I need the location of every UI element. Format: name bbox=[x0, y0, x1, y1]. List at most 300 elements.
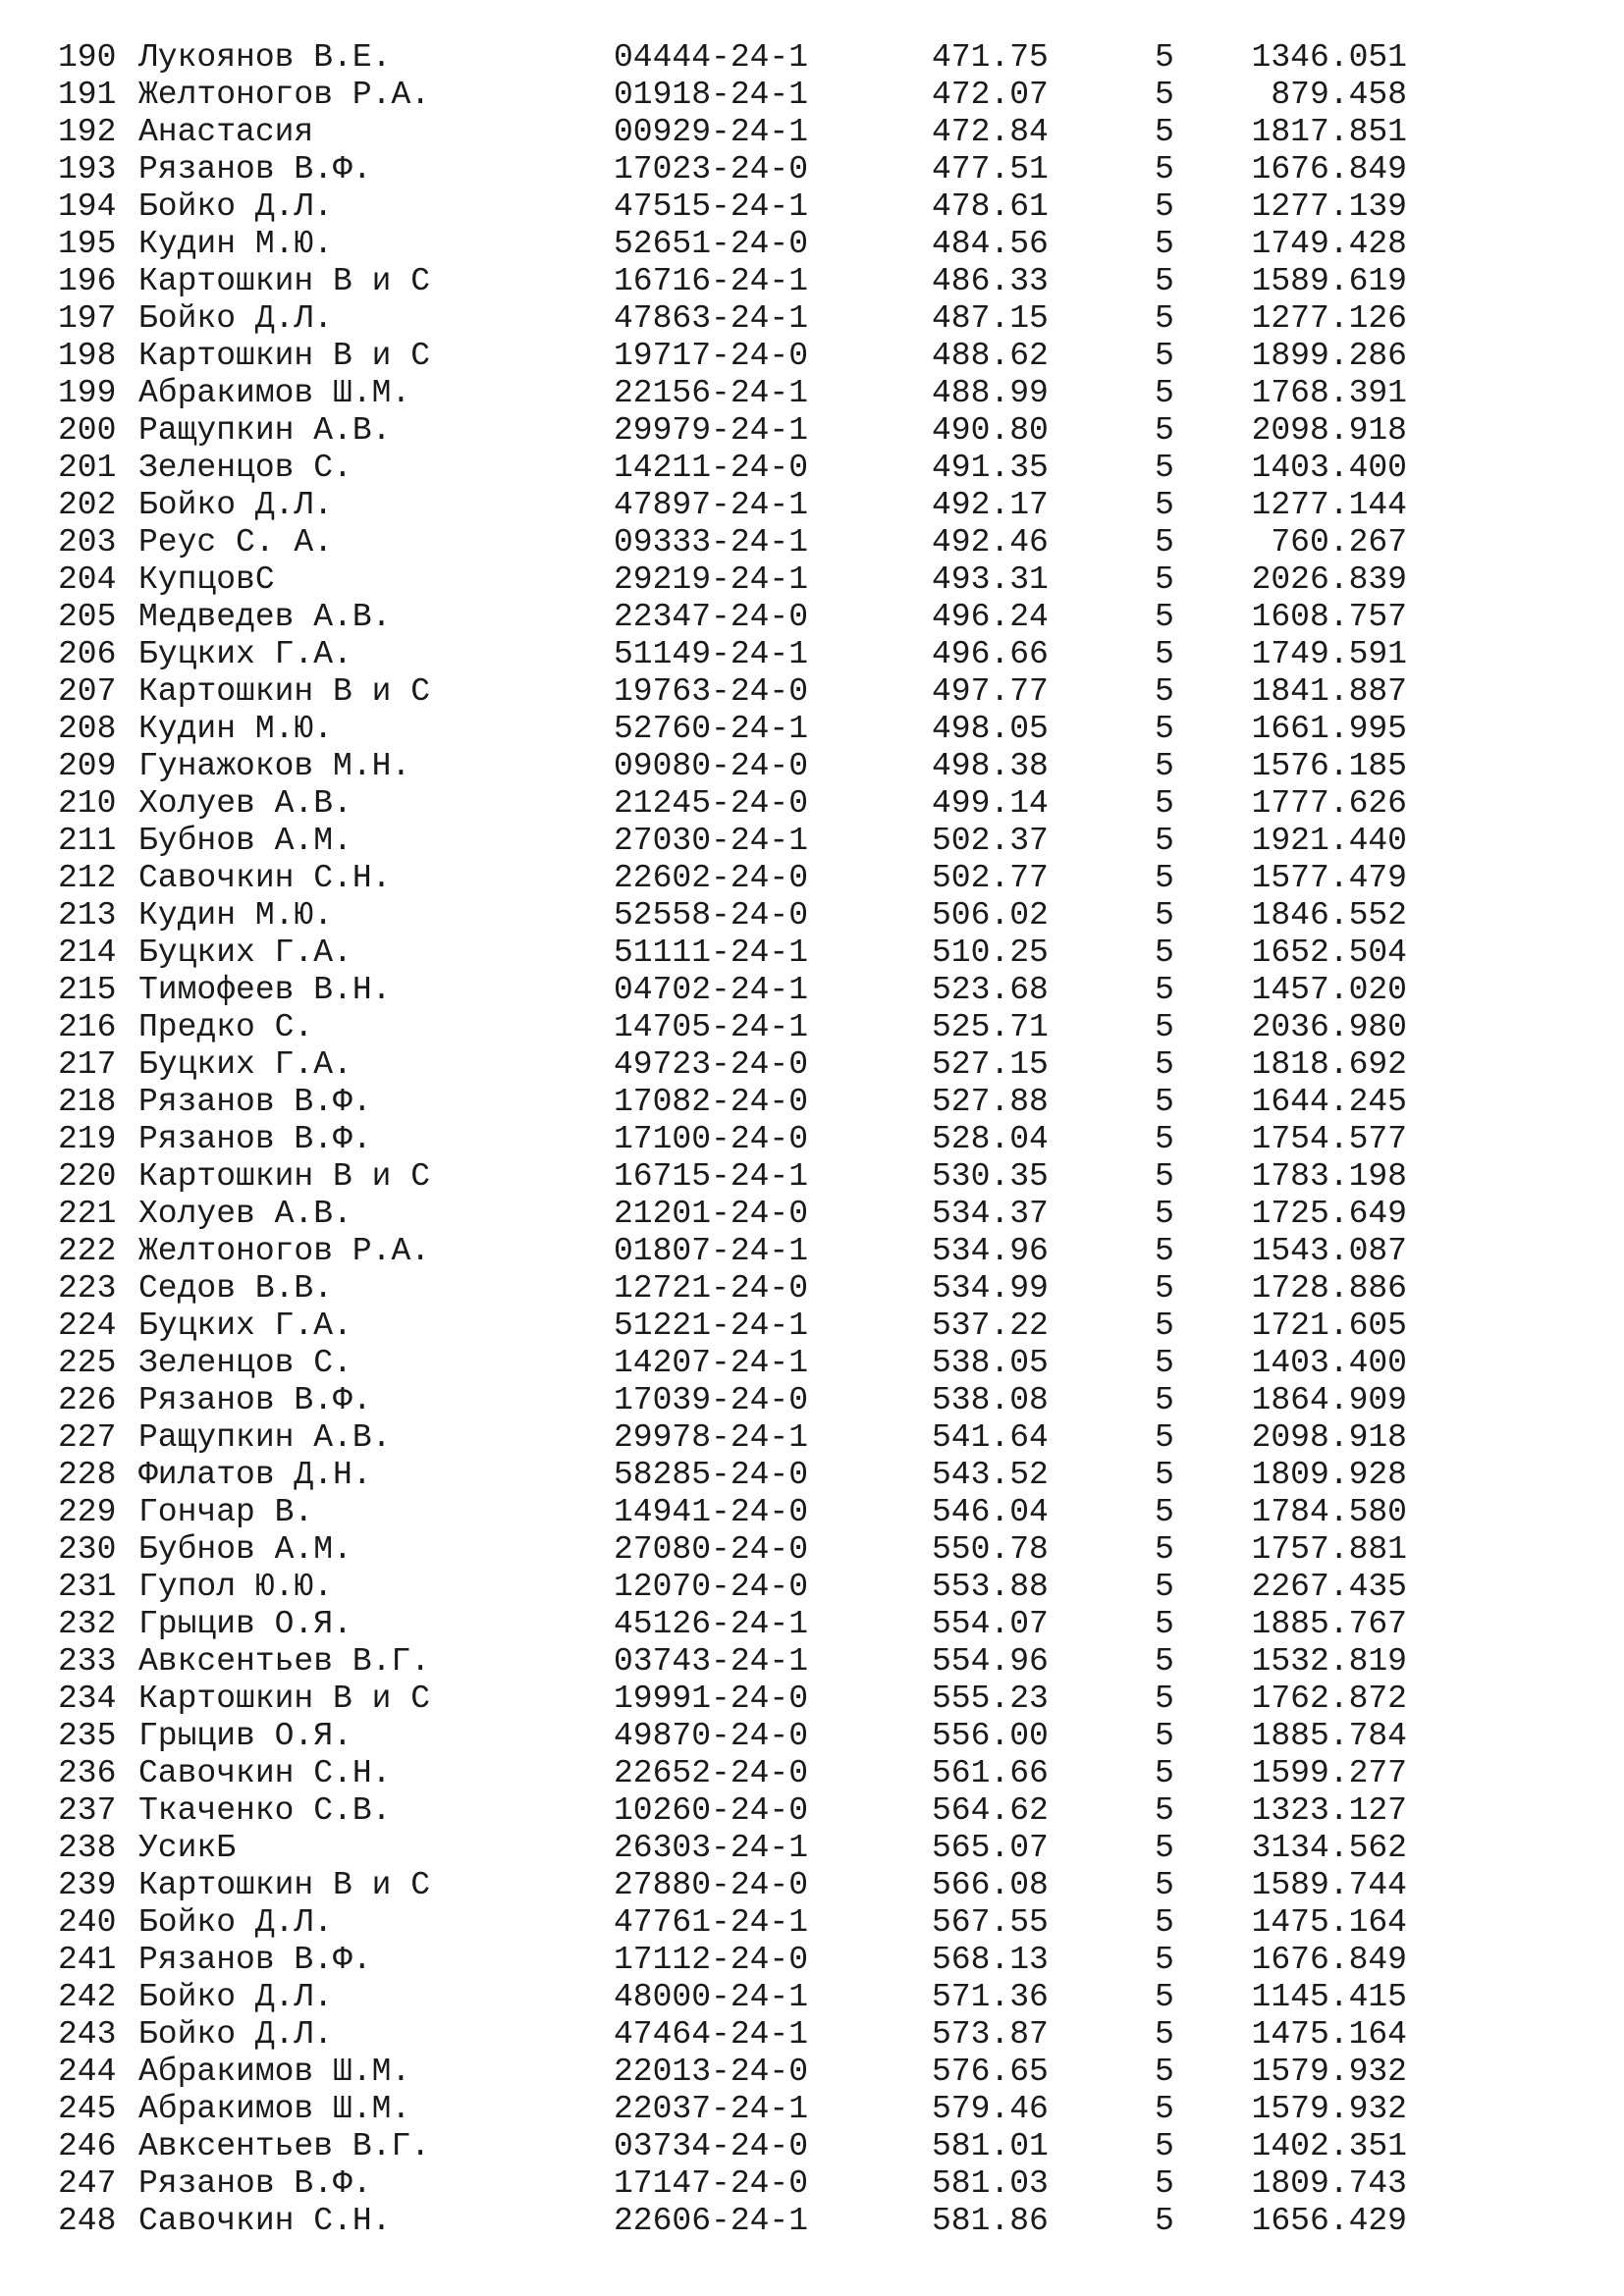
row-number: 240 bbox=[58, 1904, 117, 1941]
participant-name: Гупол Ю.Ю. bbox=[138, 1569, 334, 1605]
result-value: 564.62 bbox=[932, 1792, 1049, 1829]
score-value: 2036.980 bbox=[1251, 1009, 1407, 1045]
row-number: 224 bbox=[58, 1308, 117, 1344]
participant-name: Гунажоков М.Н. bbox=[138, 748, 411, 784]
class-value: 5 bbox=[1155, 860, 1174, 896]
result-value: 502.77 bbox=[932, 860, 1049, 896]
class-value: 5 bbox=[1155, 1158, 1174, 1195]
score-value: 1277.139 bbox=[1251, 188, 1407, 225]
table-row bbox=[58, 77, 1433, 114]
score-value: 1749.591 bbox=[1251, 636, 1407, 672]
result-value: 530.35 bbox=[932, 1158, 1049, 1195]
record-code: 01918-24-1 bbox=[614, 77, 809, 113]
record-code: 52651-24-0 bbox=[614, 226, 809, 262]
score-value: 1768.391 bbox=[1251, 375, 1407, 411]
result-value: 553.88 bbox=[932, 1569, 1049, 1605]
score-value: 1728.886 bbox=[1251, 1270, 1407, 1307]
row-number: 205 bbox=[58, 599, 117, 635]
result-value: 527.15 bbox=[932, 1046, 1049, 1083]
table-row bbox=[58, 823, 1433, 860]
score-value: 2098.918 bbox=[1251, 1419, 1407, 1456]
result-value: 527.88 bbox=[932, 1084, 1049, 1120]
score-value: 1661.995 bbox=[1251, 711, 1407, 747]
row-number: 203 bbox=[58, 524, 117, 561]
class-value: 5 bbox=[1155, 2091, 1174, 2127]
class-value: 5 bbox=[1155, 934, 1174, 971]
record-code: 49870-24-0 bbox=[614, 1718, 809, 1754]
result-value: 579.46 bbox=[932, 2091, 1049, 2127]
result-value: 538.08 bbox=[932, 1382, 1049, 1418]
class-value: 5 bbox=[1155, 1681, 1174, 1717]
row-number: 230 bbox=[58, 1531, 117, 1568]
record-code: 22347-24-0 bbox=[614, 599, 809, 635]
score-value: 1589.619 bbox=[1251, 263, 1407, 299]
result-value: 556.00 bbox=[932, 1718, 1049, 1754]
record-code: 21245-24-0 bbox=[614, 785, 809, 822]
row-number: 193 bbox=[58, 151, 117, 187]
result-value: 534.37 bbox=[932, 1196, 1049, 1232]
class-value: 5 bbox=[1155, 785, 1174, 822]
class-value: 5 bbox=[1155, 300, 1174, 337]
class-value: 5 bbox=[1155, 524, 1174, 561]
row-number: 219 bbox=[58, 1121, 117, 1157]
table-row bbox=[58, 2054, 1433, 2091]
record-code: 29978-24-1 bbox=[614, 1419, 809, 1456]
participant-name: Картошкин В и С bbox=[138, 263, 431, 299]
participant-name: Картошкин В и С bbox=[138, 673, 431, 710]
result-value: 554.07 bbox=[932, 1606, 1049, 1642]
participant-name: Зеленцов С. bbox=[138, 1345, 352, 1381]
class-value: 5 bbox=[1155, 2016, 1174, 2053]
participant-name: Картошкин В и С bbox=[138, 1867, 431, 1903]
class-value: 5 bbox=[1155, 673, 1174, 710]
class-value: 5 bbox=[1155, 1270, 1174, 1307]
table-row bbox=[58, 524, 1433, 561]
row-number: 202 bbox=[58, 487, 117, 523]
class-value: 5 bbox=[1155, 1084, 1174, 1120]
participant-name: Абракимов Ш.М. bbox=[138, 375, 411, 411]
row-number: 231 bbox=[58, 1569, 117, 1605]
record-code: 04702-24-1 bbox=[614, 972, 809, 1008]
table-row bbox=[58, 972, 1433, 1009]
score-value: 2098.918 bbox=[1251, 412, 1407, 449]
class-value: 5 bbox=[1155, 1308, 1174, 1344]
record-code: 22156-24-1 bbox=[614, 375, 809, 411]
class-value: 5 bbox=[1155, 77, 1174, 113]
row-number: 204 bbox=[58, 561, 117, 598]
score-value: 1818.692 bbox=[1251, 1046, 1407, 1083]
participant-name: Реус С. А. bbox=[138, 524, 334, 561]
participant-name: Рязанов В.Ф. bbox=[138, 151, 372, 187]
result-value: 550.78 bbox=[932, 1531, 1049, 1568]
table-row bbox=[58, 2128, 1433, 2165]
record-code: 49723-24-0 bbox=[614, 1046, 809, 1083]
result-value: 472.84 bbox=[932, 114, 1049, 150]
participant-name: Предко С. bbox=[138, 1009, 314, 1045]
class-value: 5 bbox=[1155, 2165, 1174, 2202]
table-row bbox=[58, 2016, 1433, 2054]
result-value: 498.38 bbox=[932, 748, 1049, 784]
table-row bbox=[58, 1270, 1433, 1308]
table-row bbox=[58, 39, 1433, 77]
record-code: 14207-24-1 bbox=[614, 1345, 809, 1381]
result-value: 496.66 bbox=[932, 636, 1049, 672]
record-code: 22602-24-0 bbox=[614, 860, 809, 896]
participant-name: Рязанов В.Ф. bbox=[138, 1942, 372, 1978]
record-code: 16716-24-1 bbox=[614, 263, 809, 299]
score-value: 1809.743 bbox=[1251, 2165, 1407, 2202]
table-row bbox=[58, 226, 1433, 263]
participant-name: Савочкин С.Н. bbox=[138, 860, 392, 896]
class-value: 5 bbox=[1155, 1643, 1174, 1680]
results-listing bbox=[58, 39, 1433, 2240]
record-code: 52760-24-1 bbox=[614, 711, 809, 747]
participant-name: Савочкин С.Н. bbox=[138, 1755, 392, 1791]
participant-name: Ращупкин А.В. bbox=[138, 1419, 392, 1456]
table-row bbox=[58, 934, 1433, 972]
class-value: 5 bbox=[1155, 1457, 1174, 1493]
row-number: 241 bbox=[58, 1942, 117, 1978]
score-value: 1579.932 bbox=[1251, 2054, 1407, 2090]
row-number: 225 bbox=[58, 1345, 117, 1381]
score-value: 1841.887 bbox=[1251, 673, 1407, 710]
participant-name: Желтоногов Р.А. bbox=[138, 77, 431, 113]
row-number: 235 bbox=[58, 1718, 117, 1754]
score-value: 1579.932 bbox=[1251, 2091, 1407, 2127]
class-value: 5 bbox=[1155, 1830, 1174, 1866]
class-value: 5 bbox=[1155, 1009, 1174, 1045]
score-value: 1656.429 bbox=[1251, 2203, 1407, 2239]
table-row bbox=[58, 561, 1433, 599]
table-row bbox=[58, 897, 1433, 934]
result-value: 581.03 bbox=[932, 2165, 1049, 2202]
result-value: 471.75 bbox=[932, 39, 1049, 76]
participant-name: Седов В.В. bbox=[138, 1270, 334, 1307]
result-value: 568.13 bbox=[932, 1942, 1049, 1978]
participant-name: Филатов Д.Н. bbox=[138, 1457, 372, 1493]
row-number: 242 bbox=[58, 1979, 117, 2015]
record-code: 14941-24-0 bbox=[614, 1494, 809, 1530]
participant-name: Абракимов Ш.М. bbox=[138, 2091, 411, 2127]
record-code: 10260-24-0 bbox=[614, 1792, 809, 1829]
record-code: 09080-24-0 bbox=[614, 748, 809, 784]
class-value: 5 bbox=[1155, 450, 1174, 486]
score-value: 1532.819 bbox=[1251, 1643, 1407, 1680]
row-number: 245 bbox=[58, 2091, 117, 2127]
record-code: 14705-24-1 bbox=[614, 1009, 809, 1045]
participant-name: Тимофеев В.Н. bbox=[138, 972, 392, 1008]
record-code: 17100-24-0 bbox=[614, 1121, 809, 1157]
record-code: 45126-24-1 bbox=[614, 1606, 809, 1642]
participant-name: Рязанов В.Ф. bbox=[138, 1121, 372, 1157]
record-code: 22013-24-0 bbox=[614, 2054, 809, 2090]
result-value: 571.36 bbox=[932, 1979, 1049, 2015]
row-number: 217 bbox=[58, 1046, 117, 1083]
result-value: 581.01 bbox=[932, 2128, 1049, 2164]
record-code: 52558-24-0 bbox=[614, 897, 809, 934]
participant-name: Бубнов А.М. bbox=[138, 823, 352, 859]
result-value: 546.04 bbox=[932, 1494, 1049, 1530]
class-value: 5 bbox=[1155, 1233, 1174, 1269]
row-number: 229 bbox=[58, 1494, 117, 1530]
participant-name: Кудин М.Ю. bbox=[138, 711, 334, 747]
row-number: 221 bbox=[58, 1196, 117, 1232]
record-code: 14211-24-0 bbox=[614, 450, 809, 486]
score-value: 1721.605 bbox=[1251, 1308, 1407, 1344]
result-value: 567.55 bbox=[932, 1904, 1049, 1941]
record-code: 17039-24-0 bbox=[614, 1382, 809, 1418]
score-value: 879.458 bbox=[1271, 77, 1407, 113]
class-value: 5 bbox=[1155, 897, 1174, 934]
record-code: 27080-24-0 bbox=[614, 1531, 809, 1568]
class-value: 5 bbox=[1155, 972, 1174, 1008]
table-row bbox=[58, 1718, 1433, 1755]
score-value: 1145.415 bbox=[1251, 1979, 1407, 2015]
table-row bbox=[58, 2203, 1433, 2240]
table-row bbox=[58, 860, 1433, 897]
result-value: 523.68 bbox=[932, 972, 1049, 1008]
result-value: 498.05 bbox=[932, 711, 1049, 747]
table-row bbox=[58, 1345, 1433, 1382]
class-value: 5 bbox=[1155, 711, 1174, 747]
row-number: 228 bbox=[58, 1457, 117, 1493]
class-value: 5 bbox=[1155, 1345, 1174, 1381]
record-code: 47863-24-1 bbox=[614, 300, 809, 337]
participant-name: Рязанов В.Ф. bbox=[138, 1084, 372, 1120]
table-row bbox=[58, 1382, 1433, 1419]
record-code: 12070-24-0 bbox=[614, 1569, 809, 1605]
result-value: 478.61 bbox=[932, 188, 1049, 225]
row-number: 197 bbox=[58, 300, 117, 337]
participant-name: Бойко Д.Л. bbox=[138, 1979, 334, 2015]
participant-name: Бойко Д.Л. bbox=[138, 2016, 334, 2053]
row-number: 220 bbox=[58, 1158, 117, 1195]
row-number: 211 bbox=[58, 823, 117, 859]
row-number: 209 bbox=[58, 748, 117, 784]
result-value: 510.25 bbox=[932, 934, 1049, 971]
result-value: 581.86 bbox=[932, 2203, 1049, 2239]
class-value: 5 bbox=[1155, 1755, 1174, 1791]
row-number: 244 bbox=[58, 2054, 117, 2090]
score-value: 1777.626 bbox=[1251, 785, 1407, 822]
participant-name: Зеленцов С. bbox=[138, 450, 352, 486]
result-value: 486.33 bbox=[932, 263, 1049, 299]
table-row bbox=[58, 1457, 1433, 1494]
record-code: 27030-24-1 bbox=[614, 823, 809, 859]
score-value: 1577.479 bbox=[1251, 860, 1407, 896]
score-value: 1676.849 bbox=[1251, 151, 1407, 187]
class-value: 5 bbox=[1155, 1606, 1174, 1642]
score-value: 1783.198 bbox=[1251, 1158, 1407, 1195]
table-row bbox=[58, 1158, 1433, 1196]
score-value: 1599.277 bbox=[1251, 1755, 1407, 1791]
record-code: 27880-24-0 bbox=[614, 1867, 809, 1903]
record-code: 19763-24-0 bbox=[614, 673, 809, 710]
score-value: 1757.881 bbox=[1251, 1531, 1407, 1568]
score-value: 1457.020 bbox=[1251, 972, 1407, 1008]
result-value: 566.08 bbox=[932, 1867, 1049, 1903]
row-number: 210 bbox=[58, 785, 117, 822]
record-code: 22037-24-1 bbox=[614, 2091, 809, 2127]
participant-name: Кудин М.Ю. bbox=[138, 897, 334, 934]
class-value: 5 bbox=[1155, 1196, 1174, 1232]
result-value: 534.96 bbox=[932, 1233, 1049, 1269]
row-number: 201 bbox=[58, 450, 117, 486]
row-number: 227 bbox=[58, 1419, 117, 1456]
class-value: 5 bbox=[1155, 748, 1174, 784]
participant-name: Авксентьев В.Г. bbox=[138, 2128, 431, 2164]
record-code: 03743-24-1 bbox=[614, 1643, 809, 1680]
participant-name: УсикБ bbox=[138, 1830, 237, 1866]
score-value: 1899.286 bbox=[1251, 338, 1407, 374]
row-number: 212 bbox=[58, 860, 117, 896]
row-number: 190 bbox=[58, 39, 117, 76]
participant-name: Бойко Д.Л. bbox=[138, 1904, 334, 1941]
result-value: 477.51 bbox=[932, 151, 1049, 187]
score-value: 1323.127 bbox=[1251, 1792, 1407, 1829]
participant-name: Рязанов В.Ф. bbox=[138, 2165, 372, 2202]
record-code: 47515-24-1 bbox=[614, 188, 809, 225]
participant-name: Грыцив О.Я. bbox=[138, 1718, 352, 1754]
score-value: 1277.144 bbox=[1251, 487, 1407, 523]
table-row bbox=[58, 2165, 1433, 2203]
class-value: 5 bbox=[1155, 2128, 1174, 2164]
result-value: 525.71 bbox=[932, 1009, 1049, 1045]
row-number: 207 bbox=[58, 673, 117, 710]
result-value: 573.87 bbox=[932, 2016, 1049, 2053]
score-value: 1749.428 bbox=[1251, 226, 1407, 262]
result-value: 541.64 bbox=[932, 1419, 1049, 1456]
participant-name: Абракимов Ш.М. bbox=[138, 2054, 411, 2090]
record-code: 17023-24-0 bbox=[614, 151, 809, 187]
table-row bbox=[58, 1830, 1433, 1867]
table-row bbox=[58, 151, 1433, 188]
participant-name: Анастасия bbox=[138, 114, 314, 150]
participant-name: Ткаченко С.В. bbox=[138, 1792, 392, 1829]
score-value: 1762.872 bbox=[1251, 1681, 1407, 1717]
result-value: 488.99 bbox=[932, 375, 1049, 411]
score-value: 1403.400 bbox=[1251, 1345, 1407, 1381]
result-value: 537.22 bbox=[932, 1308, 1049, 1344]
score-value: 1864.909 bbox=[1251, 1382, 1407, 1418]
record-code: 17082-24-0 bbox=[614, 1084, 809, 1120]
result-value: 484.56 bbox=[932, 226, 1049, 262]
row-number: 198 bbox=[58, 338, 117, 374]
result-value: 492.46 bbox=[932, 524, 1049, 561]
row-number: 247 bbox=[58, 2165, 117, 2202]
class-value: 5 bbox=[1155, 599, 1174, 635]
class-value: 5 bbox=[1155, 338, 1174, 374]
table-row bbox=[58, 1308, 1433, 1345]
table-row bbox=[58, 636, 1433, 673]
class-value: 5 bbox=[1155, 2203, 1174, 2239]
table-row bbox=[58, 1196, 1433, 1233]
class-value: 5 bbox=[1155, 487, 1174, 523]
table-row bbox=[58, 1942, 1433, 1979]
table-row bbox=[58, 1569, 1433, 1606]
participant-name: Буцких Г.А. bbox=[138, 934, 352, 971]
participant-name: КупцовС bbox=[138, 561, 275, 598]
row-number: 223 bbox=[58, 1270, 117, 1307]
participant-name: Картошкин В и С bbox=[138, 1681, 431, 1717]
result-value: 555.23 bbox=[932, 1681, 1049, 1717]
score-value: 1921.440 bbox=[1251, 823, 1407, 859]
record-code: 47464-24-1 bbox=[614, 2016, 809, 2053]
result-value: 538.05 bbox=[932, 1345, 1049, 1381]
table-row bbox=[58, 375, 1433, 412]
class-value: 5 bbox=[1155, 1046, 1174, 1083]
score-value: 1403.400 bbox=[1251, 450, 1407, 486]
participant-name: Медведев А.В. bbox=[138, 599, 392, 635]
row-number: 234 bbox=[58, 1681, 117, 1717]
row-number: 214 bbox=[58, 934, 117, 971]
row-number: 248 bbox=[58, 2203, 117, 2239]
class-value: 5 bbox=[1155, 1867, 1174, 1903]
row-number: 195 bbox=[58, 226, 117, 262]
participant-name: Гончар В. bbox=[138, 1494, 314, 1530]
score-value: 1346.051 bbox=[1251, 39, 1407, 76]
score-value: 1277.126 bbox=[1251, 300, 1407, 337]
result-value: 561.66 bbox=[932, 1755, 1049, 1791]
class-value: 5 bbox=[1155, 151, 1174, 187]
row-number: 215 bbox=[58, 972, 117, 1008]
score-value: 1817.851 bbox=[1251, 114, 1407, 150]
score-value: 1644.245 bbox=[1251, 1084, 1407, 1120]
row-number: 246 bbox=[58, 2128, 117, 2164]
class-value: 5 bbox=[1155, 375, 1174, 411]
score-value: 1475.164 bbox=[1251, 2016, 1407, 2053]
record-code: 29979-24-1 bbox=[614, 412, 809, 449]
class-value: 5 bbox=[1155, 1904, 1174, 1941]
record-code: 22606-24-1 bbox=[614, 2203, 809, 2239]
record-code: 51149-24-1 bbox=[614, 636, 809, 672]
score-value: 1543.087 bbox=[1251, 1233, 1407, 1269]
score-value: 1846.552 bbox=[1251, 897, 1407, 934]
row-number: 232 bbox=[58, 1606, 117, 1642]
class-value: 5 bbox=[1155, 226, 1174, 262]
row-number: 243 bbox=[58, 2016, 117, 2053]
table-row bbox=[58, 673, 1433, 711]
result-value: 496.24 bbox=[932, 599, 1049, 635]
score-value: 2267.435 bbox=[1251, 1569, 1407, 1605]
class-value: 5 bbox=[1155, 1718, 1174, 1754]
participant-name: Желтоногов Р.А. bbox=[138, 1233, 431, 1269]
table-row bbox=[58, 1494, 1433, 1531]
participant-name: Грыцив О.Я. bbox=[138, 1606, 352, 1642]
record-code: 16715-24-1 bbox=[614, 1158, 809, 1195]
table-row bbox=[58, 450, 1433, 487]
participant-name: Кудин М.Ю. bbox=[138, 226, 334, 262]
class-value: 5 bbox=[1155, 412, 1174, 449]
row-number: 218 bbox=[58, 1084, 117, 1120]
result-value: 528.04 bbox=[932, 1121, 1049, 1157]
score-value: 1725.649 bbox=[1251, 1196, 1407, 1232]
row-number: 191 bbox=[58, 77, 117, 113]
record-code: 21201-24-0 bbox=[614, 1196, 809, 1232]
row-number: 208 bbox=[58, 711, 117, 747]
result-value: 492.17 bbox=[932, 487, 1049, 523]
row-number: 239 bbox=[58, 1867, 117, 1903]
record-code: 19717-24-0 bbox=[614, 338, 809, 374]
result-value: 502.37 bbox=[932, 823, 1049, 859]
row-number: 194 bbox=[58, 188, 117, 225]
class-value: 5 bbox=[1155, 823, 1174, 859]
row-number: 236 bbox=[58, 1755, 117, 1791]
result-value: 488.62 bbox=[932, 338, 1049, 374]
result-value: 506.02 bbox=[932, 897, 1049, 934]
table-row bbox=[58, 1121, 1433, 1158]
class-value: 5 bbox=[1155, 1382, 1174, 1418]
